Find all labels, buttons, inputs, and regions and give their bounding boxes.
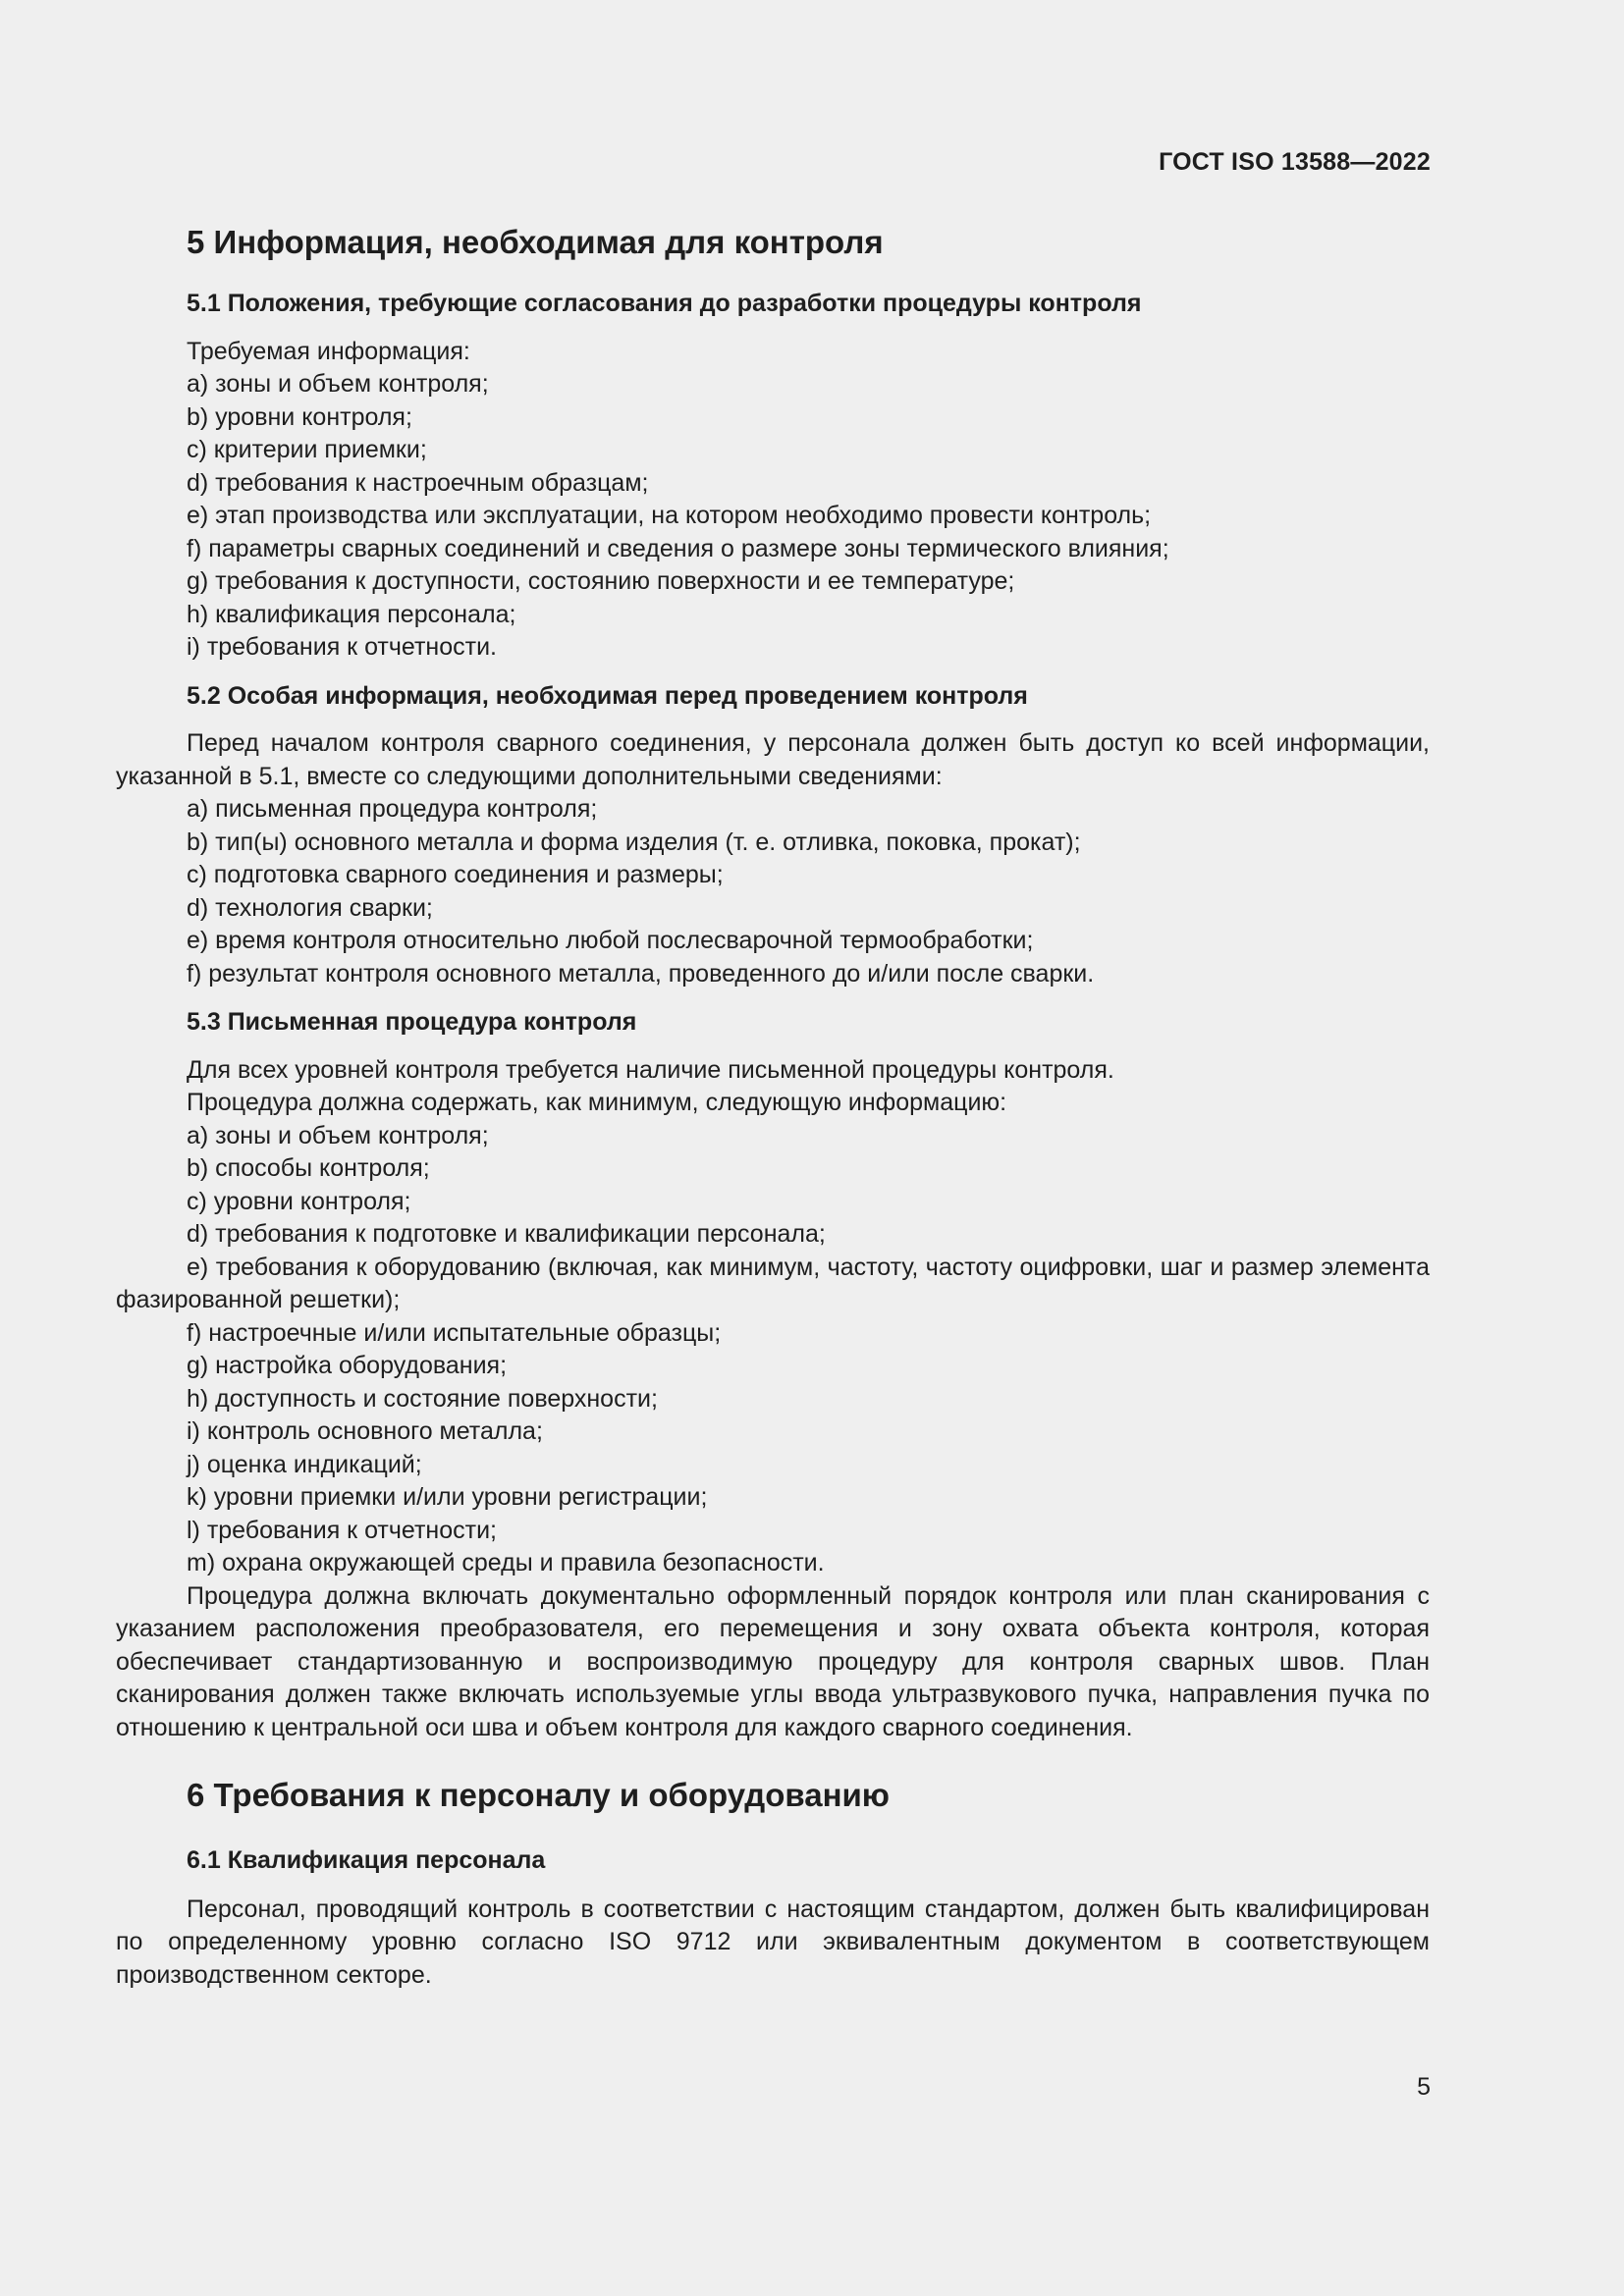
section-5-3-line-2: Процедура должна содержать, как минимум, следующую информацию:	[187, 1089, 1007, 1116]
list-item: f) параметры сварных соединений и сведения о размере зоны термического влияния;	[187, 534, 1169, 562]
list-item: c) уровни контроля;	[187, 1187, 411, 1215]
list-item: e) этап производства или эксплуатации, на котором необходимо провести контроль;	[187, 502, 1152, 529]
document-body	[116, 221, 1430, 1992]
list-item: c) критерии приемки;	[187, 436, 427, 463]
section-5-3-heading: 5.3 Письменная процедура контроля	[187, 1008, 637, 1036]
list-item: g) требования к доступности, состоянию поверхности и ее температуре;	[187, 567, 1015, 595]
list-item: a) зоны и объем контроля;	[187, 1121, 489, 1149]
list-item: a) зоны и объем контроля;	[187, 370, 489, 398]
list-item: c) подготовка сварного соединения и размеры;	[187, 861, 724, 888]
list-item: b) тип(ы) основного металла и форма изделия (т. е. отливка, поковка, прокат);	[187, 828, 1081, 856]
section-6-1-paragraph: Персонал, проводящий контроль в соответствии с настоящим стандартом, должен быть квалифицирован по определенному уровню согласно ISO 9712 или эквивалентным документом в соответствующем производственном секторе.	[116, 1895, 1430, 1989]
list-item: d) технология сварки;	[187, 893, 433, 922]
list-item: l) требования к отчетности;	[187, 1516, 497, 1544]
page-number: 5	[1417, 2073, 1431, 2101]
list-item: g) настройка оборудования;	[187, 1352, 508, 1379]
list-item: h) квалификация персонала;	[187, 600, 516, 628]
list-item: f) настроечные и/или испытательные образцы;	[187, 1318, 722, 1347]
list-item: e) время контроля относительно любой послесварочной термообработки;	[187, 927, 1034, 954]
section-5-1-intro: Требуемая информация:	[187, 337, 470, 365]
list-item: d) требования к подготовке и квалификации персонала;	[187, 1220, 826, 1248]
list-item: k) уровни приемки и/или уровни регистрации;	[187, 1483, 708, 1511]
list-item: j) оценка индикаций;	[187, 1450, 422, 1478]
list-item: f) результат контроля основного металла, проведенного до и/или после сварки.	[187, 959, 1095, 988]
section-5-2-list	[116, 793, 1430, 990]
section-5-1-list	[116, 368, 1430, 665]
section-5-2-heading: 5.2 Особая информация, необходимая перед проведением контроля	[187, 681, 1028, 710]
list-item: i) требования к отчетности.	[187, 633, 497, 661]
section-5-3-closing-paragraph: Процедура должна включать документально оформленный порядок контроля или план сканирования с указанием расположения преобразователя, его перемещения и зону охвата объекта контроля, которая обеспечивает стандартизованную и воспроизводимую процедуру для контроля сварных швов. План сканирования должен также включать используемые углы ввода ультразвукового пучка, направления пучка по отношению к центральной оси шва и объем контроля для каждого сварного соединения.	[116, 1581, 1430, 1741]
section-5-2-intro: Перед началом контроля сварного соединения, у персонала должен быть доступ ко всей информации, указанной в 5.1, вместе со следующими дополнительными сведениями:	[116, 729, 1430, 790]
section-6-heading: 6 Требования к персоналу и оборудованию	[187, 1777, 890, 1813]
list-item: m) охрана окружающей среды и правила безопасности.	[187, 1549, 825, 1576]
list-item: h) доступность и состояние поверхности;	[187, 1384, 658, 1413]
list-item: b) способы контроля;	[187, 1154, 430, 1182]
section-5-heading: 5 Информация, необходимая для контроля	[187, 224, 884, 260]
section-5-3-list	[116, 1120, 1430, 1580]
list-item: e) требования к оборудованию (включая, как минимум, частоту, частоту оцифровки, шаг и размер элемента фазированной решетки);	[116, 1253, 1430, 1313]
list-item: d) требования к настроечным образцам;	[187, 468, 649, 497]
section-6-1-heading: 6.1 Квалификация персонала	[187, 1846, 546, 1874]
list-item: b) уровни контроля;	[187, 402, 412, 431]
list-item: a) письменная процедура контроля;	[187, 795, 598, 823]
document-header: ГОСТ ISO 13588—2022	[1159, 148, 1431, 176]
section-5-1-heading: 5.1 Положения, требующие согласования до разработки процедуры контроля	[187, 290, 1142, 317]
list-item: i) контроль основного металла;	[187, 1417, 543, 1445]
section-5-3-line-1: Для всех уровней контроля требуется наличие письменной процедуры контроля.	[187, 1055, 1114, 1084]
